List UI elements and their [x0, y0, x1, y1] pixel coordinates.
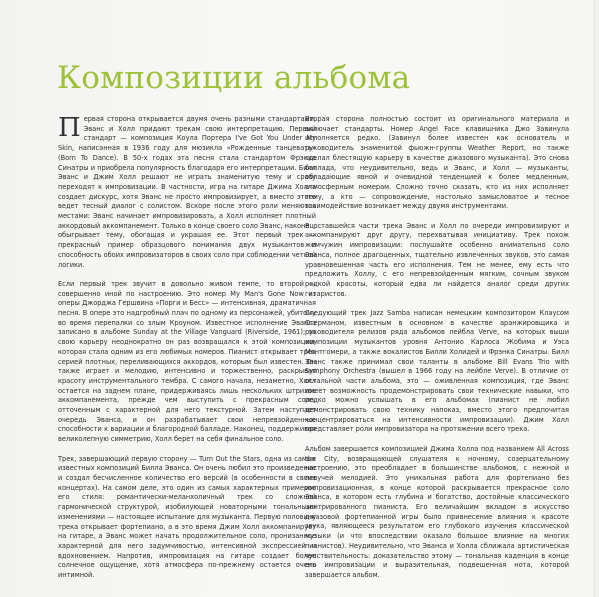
right-column	[305, 115, 569, 590]
paragraph: Вторая сторона полностью состоит из оригинального материала и включает стандарты. Номер Angel Face клавишника Джо Завинула исполняется редко. (Завинул более известен как основатель и руководитель знаменитой фьюжн-группы Weather Report, но также сделал блестящую карьеру в качестве джазового музыканта). Это снова баллада, что неудивительно, ведь и Эванс, и Холл — музыканты, обладающие явной и очевидной тенденцией к более медленным, атмосферным номерам. Сложно точно сказать, кто из них исполняет тему, а кто — сопровождение, настолько замысловатое и тесное взаимодействие возникает между двумя инструментами.	[305, 115, 569, 211]
page-title: Композиции альбома	[57, 60, 411, 96]
paragraph: Следующий трек Jazz Samba написан немецким композитором Клаусом Огерманом, известным в основном в качестве аранжировщика и руководителя релизов ряда альбомов лейбла Verve, на которых выши композиции музыкантов уровня Антонио Карлоса Жобима и Уэса Монтгомери, а также вокалистов Билли Холидей и Фрэнка Синатры. Билл Эванс также принимал свои таланты в альбоме Bill Evans Trio with Symphony Orchestra (вышел в 1966 году на лейбле Verve). В отличие от остальной части альбома, это — оживленная композиция, где Эванс имеет возможность продемонстрировать свои технические навыки, что редко можно услышать в его альбомах (пианист не любил демонстрировать свою технику напоказ, вместо этого предпочитая концентрироваться на интенсивности импровизации). Джим Холл представляет роли импровизатора на протяжении всего трека.	[305, 309, 569, 434]
paragraph: Если первый трек звучит в довольно живом темпе, то второй — совершенно иной по настроению. Это номер My Man's Gone Now из оперы Джорджа Гершвина «Порги и Бесс» — интенсивная, драматичная песня. В опере это надгробный плач по одному из персонажей, убитому во время перепалки со злым Кроуном. Известное исполнение Эванса записано в альбоме Sunday at the Village Vanguard (Riverside, 1961); за свою карьеру неоднократно он раз возвращался к этой композиции, которая стала одним из его любимых номеров. Пианист открывает трек серией плотных, переливающихся аккордов, которым был известен. Он также играет и мелодию, интенсивно и торжественно, раскрывая красоту инструментального тембра. С самого начала, незаметно, Холл остается на заднем плане, придерживаясь лишь нескольких штрихов аккомпанемента, прежде чем выступить с прекрасным соло, отточенным с характерной для него текстурной. Затем наступает очередь Эванса, и он разрабатывает свои непревзойденные способности к вариации и благородной балладе. Наконец, поддерживая великолепную симметрию, Холл берет на себя финальное соло.	[58, 279, 316, 444]
paragraph: Альбом завершается композицией Джима Холла под названием All Across the City, возвращающей слушателя к ночному, созерцательному настроению, это преобладает в большинстве альбомов, с нежной и певучей мелодией. Это уникальная работа для фортепиано без импровизационная, в конце которой раскрывается прекрасное соло Эванса, в котором есть глубина и богатство, достойные классического центрированного пианиста. Его величайшим вкладом в искусство джазовой фортепианной игры было привнесение влияния к красоте звука, являющееся результатом его глубокого изучения классической музыки (и что впоследствии оказало большое влияние на многих пианистов). Неудивительно, что Эванса и Холла сближала артистическая чувствительность: доказательство этому — тональная каденция в конце его импровизации и выразительная, подвешенная нота, которой завершается альбом.	[305, 444, 569, 579]
paragraph	[58, 115, 316, 270]
paragraph: В оставшейся части трека Эванс и Холл по очереди импровизируют и аккомпанируют друг другу, перехватывая инициативу. Трек похож жемчужин импровизации: послушайте особенно внимательно соло Эванса, полное драгоценных, тщательно извлеченных звуков, это самая уравновешенная часть его исполнения. Тем не менее, ему есть что предложить Холлу, с его непревзойденным мягким, сочным звуком редкой красоты, который едва ли найдется аналог среди других гитаристов.	[305, 221, 569, 298]
paragraph: Трек, завершающий первую сторону — Turn Out the Stars, одна из самых известных композиций Билла Эванса. Он очень любил это произведение и создал бесчисленное количество его версий (в особенности в своих концертах). На самом деле, это один из самых характерных примеров его стиля: романтически-меланхоличный трек со сложной гармонической структурой, изобилующей новаторными тональными изменениями — настоящее испытание для музыканта. Первую половину трека открывает фортепиано, а в это время Джим Холл аккомпанирует на гитаре, а Эванс может начать продолжительное соло, пронизанное характерной для него задумчивостью, интенсивной экспрессией и вдохновением. Напротив, импровизация на гитаре создает более солнечное ощущение, хотя атмосфера по-прежнему остается очень интимной.	[58, 454, 316, 580]
drop-cap: П	[58, 113, 81, 143]
left-column	[58, 115, 316, 590]
paragraph-text: ервая сторона открывается двумя очень разными стандартами, Эванс и Холл придают трекам свою интерпретацию. Первый стандарт — композиция Коула Портера I've Got You Under My Skin, написанная в 1936 году для мюзикла «Рожденные танцевать» (Born To Dance). В 50-х годах эта песня стала стандартом Фрэнка Синатры и приобрела популярность благодаря его интерпретации. Билл Эванс и Джим Холл решают не играть знаменитую тему и сразу переходят к импровизации. В частности, игра на гитаре Джима Холла создает дискурс, хотя Эванс не просто импровизирует, а вместо этого ведет тесный диалог с солистом. Вскоре после этого роли меняются местами: Эванс начинает импровизировать, а Холл исполняет плотный аккордовый аккомпанемент. Только в конце своего соло Эванс, наконец, обыгрывает тему, обогащая и украшая ее. Этот первый трек — прекрасный пример образцового понимания двух музыкантов и способность обоих импровизаторов в своих соло при соблюдении четкой логики.	[58, 115, 316, 269]
page-edge-shadow	[593, 0, 599, 597]
